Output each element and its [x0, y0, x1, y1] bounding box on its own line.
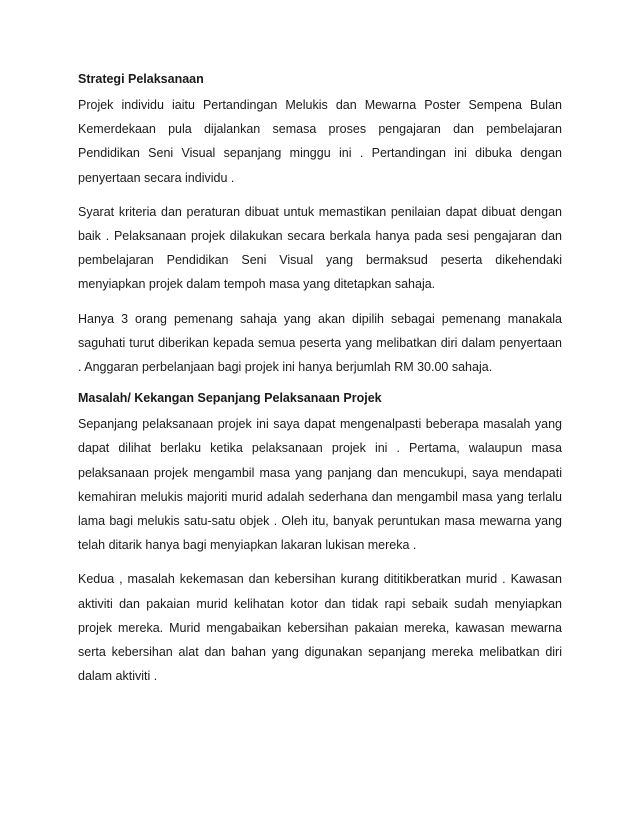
paragraph-projek-individu: Projek individu iaitu Pertandingan Melukis dan Mewarna Poster Sempena Bulan Kemerdekaan pula dijalankan semasa proses pengajaran dan pembelajaran Pendidikan Seni Visual sepanjang minggu ini . Pertandingan ini dibuka dengan penyertaan secara individu . — [78, 98, 562, 185]
paragraph-sepanjang-pelaksanaan: Sepanjang pelaksanaan projek ini saya dapat mengenalpasti beberapa masalah yang dapat dilihat berlaku ketika pelaksanaan projek ini . Pertama, walaupun masa pelaksanaan projek mengambil masa yang panjang dan mencukupi, saya mendapati kemahiran melukis majoriti murid adalah sederhana dan mengambil masa yang terlalu lama bagi melukis satu-satu objek . Oleh itu, banyak peruntukan masa mewarna yang telah ditarik hanya bagi menyiapkan lakaran lukisan mereka . — [78, 417, 562, 553]
document-page — [78, 68, 562, 698]
section-heading-strategi: Strategi Pelaksanaan — [78, 72, 204, 86]
paragraph-kedua: Kedua , masalah kekemasan dan kebersihan kurang dititikberatkan murid . Kawasan aktiviti dan pakaian murid kelihatan kotor dan tidak rapi sebaik sudah menyiapkan projek mereka. Murid mengabaikan kebersihan pakaian mereka, kawasan mewarna serta kebersihan alat dan bahan yang digunakan sepanjang mereka melibatkan diri dalam aktiviti . — [78, 572, 562, 684]
section-heading-masalah: Masalah/ Kekangan Sepanjang Pelaksanaan Projek — [78, 391, 382, 406]
paragraph-syarat-kriteria: Syarat kriteria dan peraturan dibuat untuk memastikan penilaian dapat dibuat dengan baik . Pelaksanaan projek dilakukan secara berkala hanya pada sesi pengajaran dan pembelajaran Pendidikan Seni Visual yang bermaksud peserta dikehendaki menyiapkan projek dalam tempoh masa yang ditetapkan sahaja. — [78, 204, 562, 292]
paragraph-hanya-3-orang: Hanya 3 orang pemenang sahaja yang akan dipilih sebagai pemenang manakala saguhati turut diberikan kepada semua peserta yang melibatkan diri dalam penyertaan . Anggaran perbelanjaan bagi projek ini hanya berjumlah RM 30.00 sahaja. — [78, 311, 562, 375]
